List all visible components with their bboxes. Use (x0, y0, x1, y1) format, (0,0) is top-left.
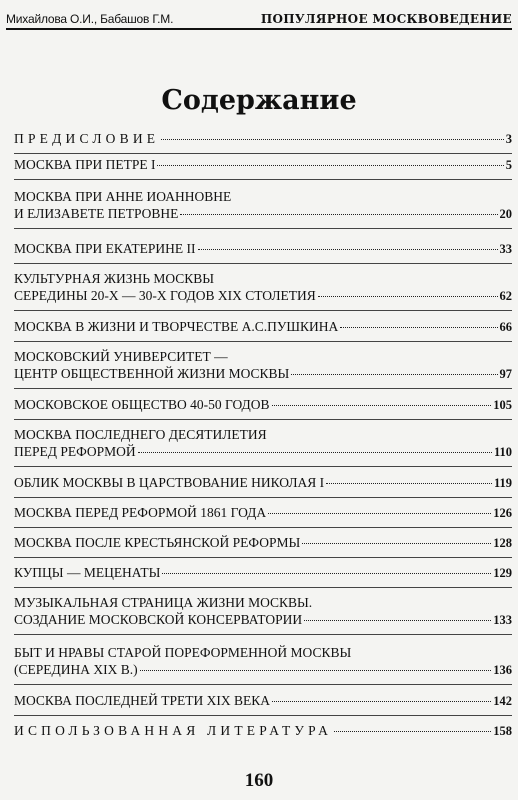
dot-leader (198, 249, 498, 250)
separator-rule (14, 497, 512, 498)
toc-entry-title-line: МОСКОВСКОЕ ОБЩЕСТВО 40-50 ГОДОВ (14, 397, 270, 412)
separator-rule (14, 419, 512, 420)
toc-entry-page: 20 (499, 207, 512, 221)
dot-leader (326, 483, 492, 484)
toc-entry-page: 136 (493, 663, 512, 677)
dot-leader (340, 327, 497, 328)
dot-leader (304, 620, 491, 621)
dot-leader (138, 452, 492, 453)
separator-rule (14, 263, 512, 264)
toc-entry-title-line: МОСКВА ПЕРЕД РЕФОРМОЙ 1861 ГОДА (14, 505, 267, 520)
separator-rule (14, 466, 512, 467)
separator-rule (14, 228, 512, 229)
toc-entry-title-line: МОСКВА ПОСЛЕ КРЕСТЬЯНСКОЙ РЕФОРМЫ (14, 535, 301, 550)
toc-entry (14, 188, 512, 223)
separator-rule (14, 153, 512, 154)
separator-rule (14, 388, 512, 389)
dot-leader (162, 573, 491, 574)
toc-entry-title-line: И ЕЛИЗАВЕТЕ ПЕТРОВНЕ (14, 206, 179, 221)
toc-entry (14, 564, 512, 582)
separator-rule (14, 587, 512, 588)
dot-leader (157, 165, 503, 166)
toc-entry-page: 128 (493, 536, 512, 550)
dot-leader (180, 214, 497, 215)
separator-rule (14, 634, 512, 635)
toc-entry-page: 33 (499, 242, 512, 256)
toc-entry-title-line: БЫТ И НРАВЫ СТАРОЙ ПОРЕФОРМЕННОЙ МОСКВЫ (14, 645, 352, 660)
toc-entry-title-line: МОСКВА ПОСЛЕДНЕГО ДЕСЯТИЛЕТИЯ (14, 427, 267, 442)
toc-entry-title-line: МОСКВА В ЖИЗНИ И ТВОРЧЕСТВЕ А.С.ПУШКИНА (14, 319, 339, 334)
toc-entry (14, 348, 512, 383)
separator-rule (14, 310, 512, 311)
toc-entry-title-line: ОБЛИК МОСКВЫ В ЦАРСТВОВАНИЕ НИКОЛАЯ I (14, 475, 325, 490)
toc-entry (14, 396, 512, 414)
toc-entry-title-line: МОСКОВСКИЙ УНИВЕРСИТЕТ — (14, 349, 228, 364)
dot-leader (140, 670, 492, 671)
separator-rule (14, 179, 512, 180)
toc-entry (14, 594, 512, 629)
separator-rule (14, 557, 512, 558)
toc-entry-title-line: МОСКВА ПРИ ЕКАТЕРИНЕ II (14, 241, 196, 256)
toc-entry-page: 129 (493, 566, 512, 580)
toc-entry (14, 270, 512, 305)
toc-entry-page: 158 (493, 724, 512, 738)
header-series: ПОПУЛЯРНОЕ МОСКВОВЕДЕНИЕ (260, 12, 512, 26)
toc-entry-page: 119 (493, 476, 512, 490)
toc-entry-title-line: МОСКВА ПРИ ПЕТРЕ I (14, 157, 156, 172)
toc-entry-title-line: МОСКВА ПОСЛЕДНЕЙ ТРЕТИ XIX ВЕКА (14, 693, 271, 708)
toc-entry (14, 156, 512, 174)
dot-leader (272, 405, 492, 406)
toc-entry-title-line: КУЛЬТУРНАЯ ЖИЗНЬ МОСКВЫ (14, 271, 215, 286)
toc-entry (14, 240, 512, 258)
toc-entry-page: 97 (499, 367, 512, 381)
separator-rule (14, 341, 512, 342)
toc-entry-page: 126 (493, 506, 512, 520)
toc-entry-page: 62 (499, 289, 512, 303)
toc-entry-title-line: ИСПОЛЬЗОВАННАЯ ЛИТЕРАТУРА (14, 723, 333, 738)
toc-entry-title-line: (СЕРЕДИНА XIX В.) (14, 662, 138, 677)
running-header (6, 4, 512, 30)
separator-rule (14, 715, 512, 716)
dot-leader (268, 513, 491, 514)
separator-rule (14, 684, 512, 685)
toc-entry-page: 3 (505, 132, 512, 146)
toc-entry (14, 534, 512, 552)
page-number: 160 (244, 770, 274, 791)
toc-entry-page: 142 (493, 694, 512, 708)
page-title: Содержание (161, 85, 357, 116)
toc-entry (14, 318, 512, 336)
toc-entry-title-line: ПРЕДИСЛОВИЕ (14, 131, 160, 146)
toc-entry (14, 426, 512, 461)
dot-leader (302, 543, 491, 544)
toc-entry (14, 644, 512, 679)
separator-rule (14, 527, 512, 528)
toc-entry-title-line: КУПЦЫ — МЕЦЕНАТЫ (14, 565, 161, 580)
toc-entry-title-line: СЕРЕДИНЫ 20-Х — 30-Х ГОДОВ XIX СТОЛЕТИЯ (14, 288, 316, 303)
toc-entry-page: 110 (493, 445, 512, 459)
toc-entry (14, 474, 512, 492)
toc-entry-page: 66 (499, 320, 512, 334)
toc-entry-title-line: МУЗЫКАЛЬНАЯ СТРАНИЦА ЖИЗНИ МОСКВЫ. (14, 595, 313, 610)
toc-entry-title-line: МОСКВА ПРИ АННЕ ИОАННОВНЕ (14, 189, 232, 204)
toc-entry-title-line: СОЗДАНИЕ МОСКОВСКОЙ КОНСЕРВАТОРИИ (14, 612, 303, 627)
dot-leader (334, 731, 491, 732)
toc-entry-page: 133 (493, 613, 512, 627)
toc-entry-page: 5 (505, 158, 512, 172)
toc-entry (14, 722, 512, 740)
toc-entry-title-line: ПЕРЕД РЕФОРМОЙ (14, 444, 136, 459)
toc-entry (14, 130, 512, 148)
dot-leader (318, 296, 498, 297)
toc-entry-page: 105 (493, 398, 512, 412)
toc-entry-title-line: ЦЕНТР ОБЩЕСТВЕННОЙ ЖИЗНИ МОСКВЫ (14, 366, 290, 381)
header-authors: Михайлова О.И., Бабашов Г.М. (6, 12, 174, 26)
dot-leader (291, 374, 497, 375)
dot-leader (272, 701, 491, 702)
toc-entry (14, 692, 512, 710)
dot-leader (161, 139, 504, 140)
toc-entry (14, 504, 512, 522)
